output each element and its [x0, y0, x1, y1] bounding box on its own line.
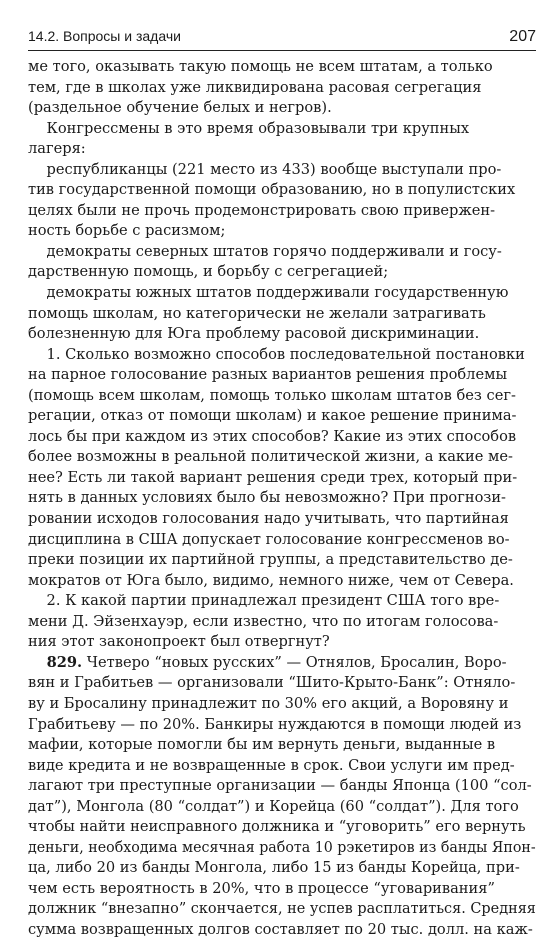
- section-title: 14.2. Вопросы и задачи: [28, 28, 181, 44]
- text-line: мафии, которые помогли бы им вернуть деньги, выданные в: [28, 736, 496, 754]
- text-line: ность борьбе с расизмом;: [28, 222, 226, 240]
- text-line: чтобы найти неисправного должника и “уговорить” его вернуть: [28, 818, 526, 836]
- text-line: сумма возвращенных долгов составляет по 20 тыс. долл. на каж-: [28, 920, 533, 938]
- text-line: лось бы при каждом из этих способов? Какие из этих способов: [28, 427, 517, 445]
- text-line: Конгрессмены в это время образовывали три крупных: [28, 119, 470, 137]
- text-line: мократов от Юга было, видимо, немного ниже, чем от Севера.: [28, 571, 514, 589]
- text-line: виде кредита и не возвращенные в срок. Свои услуги им пред-: [28, 756, 515, 774]
- text-line: 2. К какой партии принадлежал президент США того вре-: [28, 592, 500, 610]
- text-line: 1. Сколько возможно способов последовательной постановки: [28, 345, 525, 363]
- text-line: тив государственной помощи образованию, но в популистских: [28, 181, 516, 199]
- text-line: ву и Бросалину принадлежит по 30% его акций, а Воровяну и: [28, 694, 509, 712]
- text-line: вян и Грабитьев — организовали “Шито-Крыто-Банк”: Отняло-: [28, 674, 516, 692]
- text-line: тем, где в школах уже ликвидирована расовая сегрегация: [28, 78, 482, 96]
- text-line: дисциплина в США допускает голосование конгрессменов во-: [28, 530, 510, 548]
- text-line: ния этот законопроект был отвергнут?: [28, 633, 330, 651]
- text-line: республиканцы (221 место из 433) вообще выступали про-: [28, 160, 502, 178]
- text-line: целях были не прочь продемонстрировать свою привержен-: [28, 201, 496, 219]
- text-line: ца, либо 20 из банды Монгола, либо 15 из банды Корейца, при-: [28, 859, 520, 877]
- text-line: ме того, оказывать такую помощь не всем штатам, а только: [28, 58, 493, 75]
- text-line: дарственную помощь, и борьбу с сегрегацией;: [28, 263, 389, 281]
- text-line: демократы южных штатов поддерживали государственную: [28, 284, 509, 302]
- problem-start-line: [28, 653, 536, 674]
- page-number: 207: [509, 28, 536, 45]
- book-page: [28, 26, 536, 941]
- text-line: болезненную для Юга проблему расовой дискриминации.: [28, 325, 480, 343]
- problem-number: 829.: [46, 653, 83, 671]
- text-line: чем есть вероятность в 20%, что в процессе “уговаривания”: [28, 879, 495, 897]
- text-line: деньги, необходима месячная работа 10 рэкетиров из банды Япон-: [28, 838, 536, 856]
- running-head: [28, 26, 536, 51]
- text-line: нять в данных условиях было бы невозможно? При прогнози-: [28, 489, 506, 507]
- text-line: лагеря:: [28, 140, 86, 158]
- text-line: (раздельное обучение белых и негров).: [28, 99, 332, 117]
- text-line: лагают три преступные организации — банды Японца (100 “сол-: [28, 777, 532, 795]
- text-line: нее? Есть ли такой вариант решения среди трех, который при-: [28, 468, 518, 486]
- text-line: мени Д. Эйзенхауэр, если известно, что по итогам голосова-: [28, 612, 499, 630]
- text-line: дат”), Монгола (80 “солдат”) и Корейца (60 “солдат”). Для того: [28, 797, 519, 815]
- text-line: регации, отказ от помощи школам) и какое решение принима-: [28, 407, 517, 425]
- text-line: ровании исходов голосования надо учитывать, что партийная: [28, 510, 509, 528]
- text-line: помощь школам, но категорически не желали затрагивать: [28, 304, 486, 322]
- text-line: (помощь всем школам, помощь только школам штатов без сег-: [28, 386, 516, 404]
- text-line: Четверо “новых русских” — Отнялов, Бросалин, Воро-: [86, 653, 507, 671]
- text-line: на парное голосование разных вариантов решения проблемы: [28, 366, 508, 384]
- text-line: более возможны в реальной политической жизни, а какие ме-: [28, 448, 513, 466]
- body-text: [28, 57, 536, 941]
- text-line: преки позиции их партийной группы, а представительство де-: [28, 551, 513, 569]
- text-line: демократы северных штатов горячо поддерживали и госу-: [28, 242, 502, 260]
- text-line: Грабитьеву — по 20%. Банкиры нуждаются в помощи людей из: [28, 715, 522, 733]
- text-line: должник “внезапно” скончается, не успев расплатиться. Средняя: [28, 900, 536, 918]
